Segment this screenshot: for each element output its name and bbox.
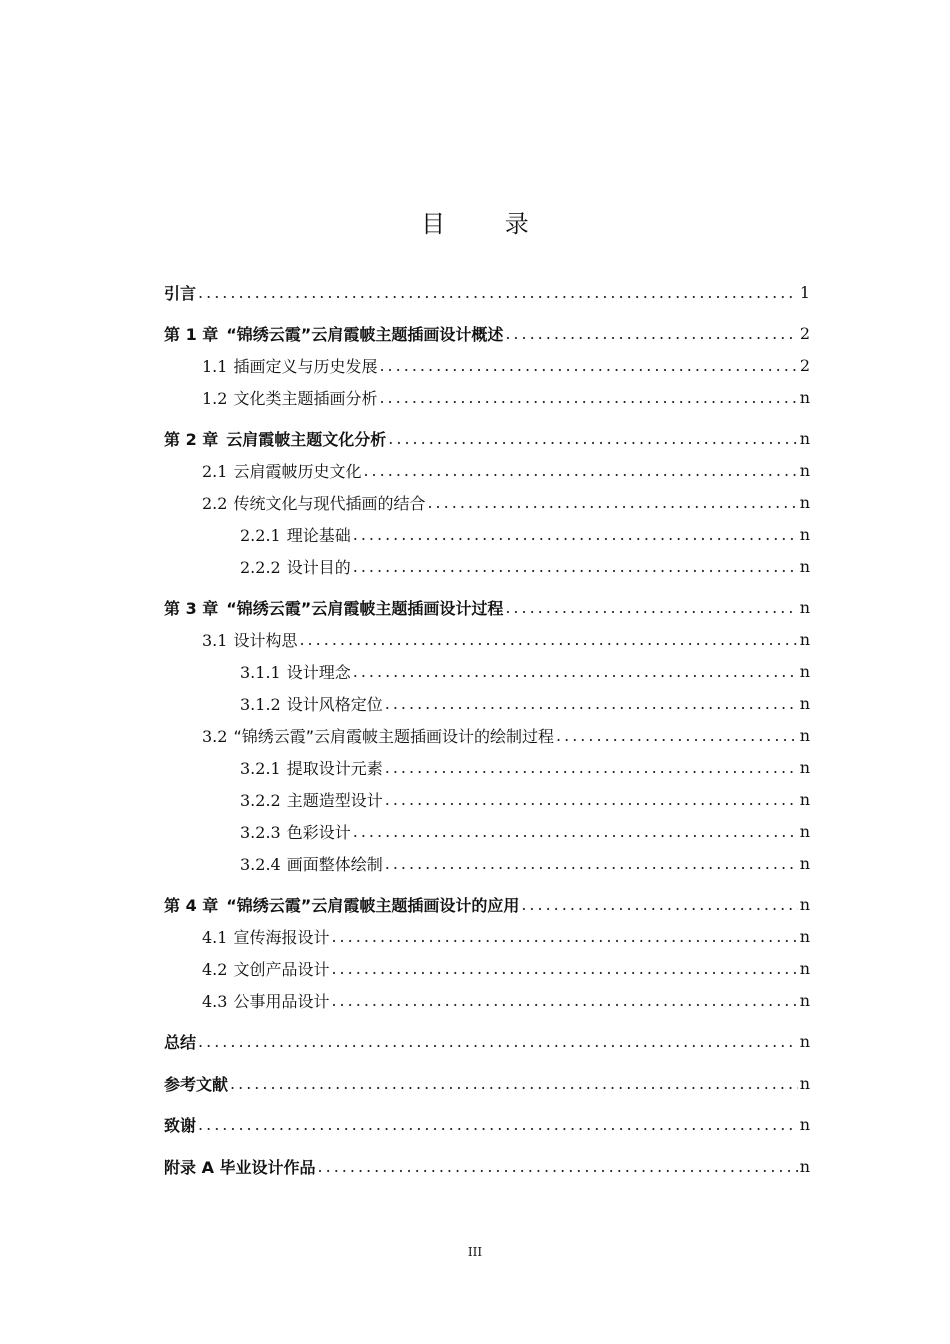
toc-entry[interactable] <box>240 658 810 684</box>
toc-entry-page: n <box>799 789 810 809</box>
dot-leader <box>230 1074 798 1093</box>
dot-leader <box>198 1115 798 1134</box>
toc-entry[interactable] <box>164 1070 810 1096</box>
subsection-number: 3.2.2 <box>240 790 281 810</box>
toc-entry-title: 设计理念 <box>286 662 351 682</box>
dot-leader <box>198 1032 798 1051</box>
dot-leader <box>388 429 797 448</box>
section-number: 4.1 <box>202 927 228 947</box>
toc-entry[interactable] <box>202 987 810 1013</box>
toc-entry-title: 云肩霞帔主题文化分析 <box>226 429 387 449</box>
subsection-number: 3.2.3 <box>240 822 281 842</box>
section-number: 3.2 <box>202 726 228 746</box>
chapter-number: 第 1 章 <box>164 324 219 344</box>
toc-entry-page: n <box>799 1073 810 1093</box>
toc-entry[interactable] <box>164 891 810 917</box>
toc-entry-title: 主题造型设计 <box>286 790 383 810</box>
toc-entry[interactable] <box>240 818 810 844</box>
toc-entry[interactable] <box>164 279 810 305</box>
toc-entry[interactable] <box>202 384 810 410</box>
toc-entry[interactable] <box>202 457 810 483</box>
dot-leader <box>331 959 797 978</box>
dot-leader <box>521 895 797 914</box>
toc-entry-title: 引言 <box>164 283 197 303</box>
toc-entry-page: 2 <box>799 323 810 343</box>
toc-entry[interactable] <box>240 521 810 547</box>
toc-entry[interactable] <box>164 1028 810 1054</box>
toc-entry[interactable] <box>240 754 810 780</box>
dot-leader <box>353 822 798 841</box>
dot-leader <box>353 525 798 544</box>
section-number: 1.1 <box>202 356 228 376</box>
dot-leader <box>505 324 797 343</box>
page-number-footer: III <box>467 1245 483 1259</box>
dot-leader <box>299 630 797 649</box>
section-number: 2.2 <box>202 493 228 513</box>
toc-entry-title: 设计目的 <box>286 557 351 577</box>
subsection-number: 3.2.4 <box>240 854 281 874</box>
toc-entry-page: 2 <box>799 355 810 375</box>
subsection-number: 3.1.2 <box>240 694 281 714</box>
toc-entry[interactable] <box>164 320 810 346</box>
toc-entry-page: n <box>799 958 810 978</box>
toc-entry-title: 文化类主题插画分析 <box>233 388 378 408</box>
toc-entry-title: 画面整体绘制 <box>286 854 383 874</box>
toc-entry[interactable] <box>202 955 810 981</box>
toc-entry-title: 公事用品设计 <box>233 991 330 1011</box>
toc-entry-page: n <box>799 661 810 681</box>
toc-entry-page: n <box>799 597 810 617</box>
dot-leader <box>385 694 798 713</box>
toc-entry-page: n <box>799 725 810 745</box>
toc-entry-title: 文创产品设计 <box>233 959 330 979</box>
subsection-number: 3.2.1 <box>240 758 281 778</box>
toc-entry-page: n <box>799 894 810 914</box>
dot-leader <box>379 388 797 407</box>
toc-entry[interactable] <box>202 626 810 652</box>
toc-entry-page: n <box>799 556 810 576</box>
dot-leader <box>353 662 798 681</box>
toc-entry-page: n <box>799 926 810 946</box>
dot-leader <box>385 854 798 873</box>
section-number: 1.2 <box>202 388 228 408</box>
dot-leader <box>505 598 797 617</box>
toc-entry[interactable] <box>202 722 810 748</box>
toc-entry[interactable] <box>202 923 810 949</box>
toc-entry-title: “锦绣云霞”云肩霞帔主题插画设计过程 <box>226 598 504 618</box>
section-number: 3.1 <box>202 630 228 650</box>
toc-entry-page: n <box>799 492 810 512</box>
dot-leader <box>318 1157 798 1176</box>
chapter-number: 第 2 章 <box>164 429 219 449</box>
toc-entry[interactable] <box>202 489 810 515</box>
subsection-number: 3.1.1 <box>240 662 281 682</box>
toc-entry-page: n <box>799 387 810 407</box>
toc-entry-title: 宣传海报设计 <box>233 927 330 947</box>
toc-entry-title: 插画定义与历史发展 <box>233 356 378 376</box>
toc-entry-title: 提取设计元素 <box>286 758 383 778</box>
subsection-number: 2.2.2 <box>240 557 281 577</box>
toc-entry-title: 设计构思 <box>233 630 298 650</box>
dot-leader <box>385 758 798 777</box>
dot-leader <box>427 493 797 512</box>
section-number: 4.3 <box>202 991 228 1011</box>
toc-entry[interactable] <box>240 553 810 579</box>
toc-entry[interactable] <box>164 1111 810 1137</box>
toc-entry-title: “锦绣云霞”云肩霞帔主题插画设计的绘制过程 <box>233 726 555 746</box>
dot-leader <box>331 991 797 1010</box>
toc-entry-page: n <box>799 629 810 649</box>
toc-entry-page: n <box>799 1031 810 1051</box>
chapter-number: 第 3 章 <box>164 598 219 618</box>
toc-entry-title: “锦绣云霞”云肩霞帔主题插画设计的应用 <box>226 895 520 915</box>
toc-entry-page: n <box>799 1156 810 1176</box>
toc-entry[interactable] <box>202 352 810 378</box>
dot-leader <box>556 726 798 745</box>
toc-entry-page: n <box>799 428 810 448</box>
dot-leader <box>363 461 797 480</box>
toc-entry-page: n <box>799 693 810 713</box>
toc-entry-title: “锦绣云霞”云肩霞帔主题插画设计概述 <box>226 324 504 344</box>
toc-entry-title: 设计风格定位 <box>286 694 383 714</box>
dot-leader <box>385 790 798 809</box>
toc-entry-title: 云肩霞帔历史文化 <box>233 461 362 481</box>
section-number: 2.1 <box>202 461 228 481</box>
toc-entry[interactable] <box>240 786 810 812</box>
toc-entry-title: 色彩设计 <box>286 822 351 842</box>
toc-entry-title: 总结 <box>164 1032 197 1052</box>
subsection-number: 2.2.1 <box>240 525 281 545</box>
toc-entry-page: n <box>799 821 810 841</box>
dot-leader <box>353 557 798 576</box>
toc-entry-title: 传统文化与现代插画的结合 <box>233 493 426 513</box>
toc-entry[interactable] <box>240 850 810 876</box>
dot-leader <box>198 283 798 302</box>
toc-entry[interactable] <box>164 1153 810 1179</box>
toc-entry[interactable] <box>164 425 810 451</box>
toc-entry-title: 理论基础 <box>286 525 351 545</box>
toc-entry-title: 致谢 <box>164 1115 197 1135</box>
toc-entry-title: 参考文献 <box>164 1074 229 1094</box>
toc-entry-page: n <box>799 990 810 1010</box>
dot-leader <box>379 356 797 375</box>
chapter-number: 第 4 章 <box>164 895 219 915</box>
toc-entry-page: n <box>799 524 810 544</box>
toc-entry-page: n <box>799 460 810 480</box>
section-number: 4.2 <box>202 959 228 979</box>
page-title: 目 录 <box>421 210 555 238</box>
toc-entry-page: 1 <box>799 282 810 302</box>
toc-entry[interactable] <box>240 690 810 716</box>
toc-entry-page: n <box>799 853 810 873</box>
toc-entry-page: n <box>799 757 810 777</box>
toc-entry-title: 附录 A 毕业设计作品 <box>164 1157 316 1177</box>
toc-entry[interactable] <box>164 594 810 620</box>
toc-entry-page: n <box>799 1114 810 1134</box>
dot-leader <box>331 927 797 946</box>
